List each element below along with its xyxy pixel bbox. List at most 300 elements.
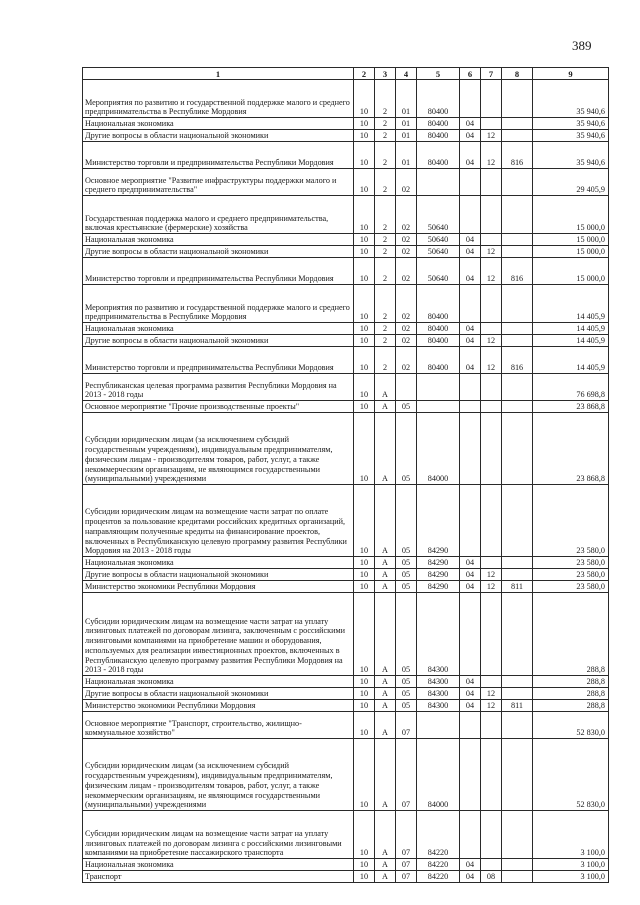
item-code-cell: 84000 xyxy=(417,413,460,485)
chapter-code-cell xyxy=(460,593,481,676)
amount-cell: 29 405,9 xyxy=(533,169,609,196)
amount-cell: 23 580,0 xyxy=(533,485,609,557)
amount-cell: 14 405,9 xyxy=(533,323,609,335)
ministry-code-cell xyxy=(502,811,533,859)
subprogram-code-cell: 05 xyxy=(396,676,417,688)
ministry-code-cell xyxy=(502,593,533,676)
ministry-code-cell: 816 xyxy=(502,142,533,169)
table-row xyxy=(83,323,609,335)
chapter-code-cell xyxy=(460,712,481,739)
subchapter-code-cell xyxy=(481,169,502,196)
amount-cell: 3 100,0 xyxy=(533,859,609,871)
ministry-code-cell: 811 xyxy=(502,581,533,593)
amount-cell: 15 000,0 xyxy=(533,246,609,258)
chapter-code-cell: 04 xyxy=(460,347,481,374)
row-name-cell: Транспорт xyxy=(83,871,354,883)
table-row xyxy=(83,712,609,739)
chapter-code-cell: 04 xyxy=(460,859,481,871)
table-row xyxy=(83,130,609,142)
amount-cell: 15 000,0 xyxy=(533,196,609,234)
row-name-cell: Мероприятия по развитию и государственной поддержке малого и среднего предпринимательства в Республике Мордовия xyxy=(83,285,354,323)
subchapter-code-cell xyxy=(481,557,502,569)
program-code-cell: А xyxy=(375,413,396,485)
chapter-code-cell: 04 xyxy=(460,130,481,142)
amount-cell: 52 830,0 xyxy=(533,712,609,739)
subchapter-code-cell xyxy=(481,712,502,739)
row-name-cell: Государственная поддержка малого и среднего предпринимательства, включая крестьянские (фермерские) хозяйства xyxy=(83,196,354,234)
subchapter-code-cell: 12 xyxy=(481,347,502,374)
column-header-8: 8 xyxy=(502,68,533,80)
amount-cell: 35 940,6 xyxy=(533,130,609,142)
item-code-cell: 84300 xyxy=(417,593,460,676)
subchapter-code-cell: 12 xyxy=(481,700,502,712)
program-code-cell: 2 xyxy=(375,118,396,130)
subprogram-code-cell: 02 xyxy=(396,323,417,335)
ministry-code-cell xyxy=(502,285,533,323)
section-code-cell: 10 xyxy=(354,688,375,700)
subchapter-code-cell xyxy=(481,196,502,234)
ministry-code-cell xyxy=(502,246,533,258)
program-code-cell: 2 xyxy=(375,335,396,347)
chapter-code-cell: 04 xyxy=(460,234,481,246)
ministry-code-cell xyxy=(502,401,533,413)
subchapter-code-cell xyxy=(481,285,502,323)
row-name-cell: Национальная экономика xyxy=(83,234,354,246)
table-row xyxy=(83,700,609,712)
subchapter-code-cell xyxy=(481,234,502,246)
item-code-cell: 80400 xyxy=(417,323,460,335)
program-code-cell: 2 xyxy=(375,258,396,285)
row-name-cell: Другие вопросы в области национальной экономики xyxy=(83,335,354,347)
row-name-cell: Национальная экономика xyxy=(83,118,354,130)
subchapter-code-cell: 12 xyxy=(481,581,502,593)
item-code-cell: 84290 xyxy=(417,485,460,557)
chapter-code-cell: 04 xyxy=(460,118,481,130)
column-header-6: 6 xyxy=(460,68,481,80)
subprogram-code-cell: 02 xyxy=(396,335,417,347)
budget-table xyxy=(82,67,609,883)
row-name-cell: Министерство экономики Республики Мордовия xyxy=(83,700,354,712)
subchapter-code-cell xyxy=(481,413,502,485)
row-name-cell: Другие вопросы в области национальной экономики xyxy=(83,130,354,142)
item-code-cell: 80400 xyxy=(417,335,460,347)
amount-cell: 288,8 xyxy=(533,700,609,712)
row-name-cell: Национальная экономика xyxy=(83,859,354,871)
section-code-cell: 10 xyxy=(354,739,375,811)
chapter-code-cell xyxy=(460,169,481,196)
section-code-cell: 10 xyxy=(354,557,375,569)
section-code-cell: 10 xyxy=(354,871,375,883)
program-code-cell: А xyxy=(375,557,396,569)
row-name-cell: Мероприятия по развитию и государственной поддержке малого и среднего предпринимательства в Республике Мордовия xyxy=(83,80,354,118)
subprogram-code-cell: 07 xyxy=(396,739,417,811)
section-code-cell: 10 xyxy=(354,859,375,871)
table-row xyxy=(83,593,609,676)
item-code-cell: 84290 xyxy=(417,569,460,581)
chapter-code-cell: 04 xyxy=(460,581,481,593)
row-name-cell: Субсидии юридическим лицам на возмещение части затрат на уплату лизинговых платежей по договорам лизинга, заключенным с российскими лизинговыми компаниями на приобретение машин и оборудования, используемых для реализации инвестиционных проектов, включенных в Республиканскую целевую программу развития Республики Мордовия на 2013 - 2018 годы xyxy=(83,593,354,676)
subchapter-code-cell xyxy=(481,80,502,118)
chapter-code-cell: 04 xyxy=(460,569,481,581)
column-header-2: 2 xyxy=(354,68,375,80)
program-code-cell: 2 xyxy=(375,80,396,118)
section-code-cell: 10 xyxy=(354,374,375,401)
ministry-code-cell xyxy=(502,688,533,700)
program-code-cell: 2 xyxy=(375,323,396,335)
chapter-code-cell xyxy=(460,413,481,485)
amount-cell: 35 940,6 xyxy=(533,118,609,130)
program-code-cell: 2 xyxy=(375,246,396,258)
subprogram-code-cell: 05 xyxy=(396,413,417,485)
subchapter-code-cell xyxy=(481,118,502,130)
ministry-code-cell xyxy=(502,335,533,347)
subprogram-code-cell: 02 xyxy=(396,234,417,246)
ministry-code-cell xyxy=(502,118,533,130)
subprogram-code-cell: 05 xyxy=(396,557,417,569)
item-code-cell: 80400 xyxy=(417,142,460,169)
subprogram-code-cell: 02 xyxy=(396,258,417,285)
row-name-cell: Субсидии юридическим лицам на возмещение части затрат на уплату лизинговых платежей по договорам лизинга с российскими лизинговыми компаниями на приобретение пассажирского транспорта xyxy=(83,811,354,859)
amount-cell: 23 580,0 xyxy=(533,557,609,569)
subprogram-code-cell: 02 xyxy=(396,169,417,196)
chapter-code-cell: 04 xyxy=(460,335,481,347)
row-name-cell: Министерство торговли и предпринимательства Республики Мордовия xyxy=(83,347,354,374)
section-code-cell: 10 xyxy=(354,401,375,413)
section-code-cell: 10 xyxy=(354,413,375,485)
subprogram-code-cell: 05 xyxy=(396,569,417,581)
chapter-code-cell: 04 xyxy=(460,258,481,285)
subprogram-code-cell: 07 xyxy=(396,871,417,883)
subchapter-code-cell xyxy=(481,593,502,676)
ministry-code-cell xyxy=(502,234,533,246)
section-code-cell: 10 xyxy=(354,258,375,285)
chapter-code-cell: 04 xyxy=(460,871,481,883)
chapter-code-cell: 04 xyxy=(460,700,481,712)
item-code-cell: 80400 xyxy=(417,285,460,323)
chapter-code-cell xyxy=(460,285,481,323)
item-code-cell: 84300 xyxy=(417,676,460,688)
chapter-code-cell xyxy=(460,811,481,859)
table-row xyxy=(83,196,609,234)
section-code-cell: 10 xyxy=(354,335,375,347)
page-number: 389 xyxy=(572,38,592,53)
amount-cell: 76 698,8 xyxy=(533,374,609,401)
ministry-code-cell xyxy=(502,569,533,581)
subchapter-code-cell: 12 xyxy=(481,258,502,285)
amount-cell: 288,8 xyxy=(533,688,609,700)
item-code-cell xyxy=(417,374,460,401)
subprogram-code-cell: 01 xyxy=(396,80,417,118)
table-row xyxy=(83,347,609,374)
section-code-cell: 10 xyxy=(354,347,375,374)
item-code-cell: 84290 xyxy=(417,581,460,593)
column-header-1: 1 xyxy=(83,68,354,80)
ministry-code-cell xyxy=(502,557,533,569)
program-code-cell: А xyxy=(375,401,396,413)
item-code-cell: 84300 xyxy=(417,700,460,712)
subchapter-code-cell xyxy=(481,676,502,688)
ministry-code-cell xyxy=(502,374,533,401)
subprogram-code-cell: 01 xyxy=(396,130,417,142)
chapter-code-cell: 04 xyxy=(460,142,481,169)
row-name-cell: Субсидии юридическим лицам (за исключением субсидий государственным учреждениям), индивидуальным предпринимателям, физическим лицам - производителям товаров, работ, услуг, а также некоммерческим организациям, не являющимся государственными (муниципальными) учреждениями xyxy=(83,739,354,811)
section-code-cell: 10 xyxy=(354,80,375,118)
row-name-cell: Субсидии юридическим лицам (за исключением субсидий государственным учреждениям), индивидуальным предпринимателям, физическим лицам - производителям товаров, работ, услуг, а также некоммерческим организациям, не являющимся государственными (муниципальными) учреждениями xyxy=(83,413,354,485)
item-code-cell: 50640 xyxy=(417,234,460,246)
program-code-cell: А xyxy=(375,485,396,557)
amount-cell: 23 868,8 xyxy=(533,413,609,485)
section-code-cell: 10 xyxy=(354,485,375,557)
table-row xyxy=(83,871,609,883)
ministry-code-cell xyxy=(502,712,533,739)
column-header-9: 9 xyxy=(533,68,609,80)
chapter-code-cell xyxy=(460,374,481,401)
section-code-cell: 10 xyxy=(354,169,375,196)
column-header-7: 7 xyxy=(481,68,502,80)
chapter-code-cell xyxy=(460,739,481,811)
program-code-cell: 2 xyxy=(375,347,396,374)
row-name-cell: Национальная экономика xyxy=(83,557,354,569)
row-name-cell: Другие вопросы в области национальной экономики xyxy=(83,569,354,581)
table-row xyxy=(83,118,609,130)
section-code-cell: 10 xyxy=(354,285,375,323)
item-code-cell: 84300 xyxy=(417,688,460,700)
ministry-code-cell xyxy=(502,485,533,557)
section-code-cell: 10 xyxy=(354,700,375,712)
program-code-cell: А xyxy=(375,700,396,712)
table-row xyxy=(83,485,609,557)
section-code-cell: 10 xyxy=(354,569,375,581)
table-row xyxy=(83,234,609,246)
row-name-cell: Министерство экономики Республики Мордовия xyxy=(83,581,354,593)
subprogram-code-cell: 05 xyxy=(396,700,417,712)
subprogram-code-cell: 05 xyxy=(396,401,417,413)
subprogram-code-cell xyxy=(396,374,417,401)
subprogram-code-cell: 07 xyxy=(396,811,417,859)
program-code-cell: 2 xyxy=(375,130,396,142)
row-name-cell: Национальная экономика xyxy=(83,323,354,335)
subprogram-code-cell: 05 xyxy=(396,593,417,676)
column-header-5: 5 xyxy=(417,68,460,80)
table-row xyxy=(83,688,609,700)
subchapter-code-cell xyxy=(481,811,502,859)
table-row xyxy=(83,335,609,347)
amount-cell: 3 100,0 xyxy=(533,811,609,859)
chapter-code-cell: 04 xyxy=(460,557,481,569)
amount-cell: 23 580,0 xyxy=(533,581,609,593)
table-row xyxy=(83,142,609,169)
chapter-code-cell: 04 xyxy=(460,676,481,688)
item-code-cell xyxy=(417,401,460,413)
program-code-cell: А xyxy=(375,676,396,688)
subprogram-code-cell: 02 xyxy=(396,285,417,323)
ministry-code-cell xyxy=(502,196,533,234)
item-code-cell xyxy=(417,712,460,739)
section-code-cell: 10 xyxy=(354,593,375,676)
section-code-cell: 10 xyxy=(354,712,375,739)
subprogram-code-cell: 05 xyxy=(396,485,417,557)
amount-cell: 35 940,6 xyxy=(533,142,609,169)
table-row xyxy=(83,401,609,413)
table-row xyxy=(83,811,609,859)
chapter-code-cell: 04 xyxy=(460,688,481,700)
section-code-cell: 10 xyxy=(354,234,375,246)
program-code-cell: А xyxy=(375,569,396,581)
table-row xyxy=(83,676,609,688)
program-code-cell: А xyxy=(375,688,396,700)
table-row xyxy=(83,169,609,196)
subchapter-code-cell xyxy=(481,374,502,401)
program-code-cell: А xyxy=(375,712,396,739)
subchapter-code-cell xyxy=(481,859,502,871)
program-code-cell: 2 xyxy=(375,169,396,196)
row-name-cell: Национальная экономика xyxy=(83,676,354,688)
amount-cell: 35 940,6 xyxy=(533,80,609,118)
table-row xyxy=(83,413,609,485)
subprogram-code-cell: 02 xyxy=(396,196,417,234)
ministry-code-cell xyxy=(502,323,533,335)
table-row xyxy=(83,258,609,285)
column-header-4: 4 xyxy=(396,68,417,80)
section-code-cell: 10 xyxy=(354,196,375,234)
program-code-cell: А xyxy=(375,871,396,883)
row-name-cell: Основное мероприятие "Транспорт, строительство, жилищно-коммунальное хозяйство" xyxy=(83,712,354,739)
ministry-code-cell: 816 xyxy=(502,258,533,285)
subchapter-code-cell xyxy=(481,401,502,413)
row-name-cell: Основное мероприятие "Прочие производственные проекты" xyxy=(83,401,354,413)
ministry-code-cell xyxy=(502,859,533,871)
amount-cell: 14 405,9 xyxy=(533,347,609,374)
program-code-cell: А xyxy=(375,859,396,871)
program-code-cell: А xyxy=(375,593,396,676)
table-row xyxy=(83,285,609,323)
item-code-cell: 84220 xyxy=(417,859,460,871)
chapter-code-cell xyxy=(460,80,481,118)
subchapter-code-cell xyxy=(481,485,502,557)
ministry-code-cell xyxy=(502,676,533,688)
amount-cell: 3 100,0 xyxy=(533,871,609,883)
subprogram-code-cell: 01 xyxy=(396,142,417,169)
table-row xyxy=(83,374,609,401)
subprogram-code-cell: 02 xyxy=(396,347,417,374)
program-code-cell: А xyxy=(375,811,396,859)
section-code-cell: 10 xyxy=(354,323,375,335)
subchapter-code-cell: 12 xyxy=(481,569,502,581)
table-row xyxy=(83,80,609,118)
table-header-row xyxy=(83,68,609,80)
program-code-cell: 2 xyxy=(375,234,396,246)
section-code-cell: 10 xyxy=(354,246,375,258)
ministry-code-cell xyxy=(502,739,533,811)
amount-cell: 23 868,8 xyxy=(533,401,609,413)
section-code-cell: 10 xyxy=(354,118,375,130)
subprogram-code-cell: 05 xyxy=(396,581,417,593)
item-code-cell: 80400 xyxy=(417,130,460,142)
table-row xyxy=(83,739,609,811)
program-code-cell: А xyxy=(375,374,396,401)
item-code-cell: 50640 xyxy=(417,246,460,258)
ministry-code-cell xyxy=(502,80,533,118)
row-name-cell: Другие вопросы в области национальной экономики xyxy=(83,688,354,700)
row-name-cell: Министерство торговли и предпринимательства Республики Мордовия xyxy=(83,142,354,169)
chapter-code-cell: 04 xyxy=(460,323,481,335)
subchapter-code-cell xyxy=(481,739,502,811)
amount-cell: 23 580,0 xyxy=(533,569,609,581)
subchapter-code-cell: 12 xyxy=(481,246,502,258)
program-code-cell: 2 xyxy=(375,285,396,323)
ministry-code-cell: 811 xyxy=(502,700,533,712)
row-name-cell: Министерство торговли и предпринимательства Республики Мордовия xyxy=(83,258,354,285)
row-name-cell: Основное мероприятие "Развитие инфраструктуры поддержки малого и среднего предпринимательства" xyxy=(83,169,354,196)
ministry-code-cell xyxy=(502,413,533,485)
subprogram-code-cell: 07 xyxy=(396,712,417,739)
chapter-code-cell xyxy=(460,196,481,234)
amount-cell: 14 405,9 xyxy=(533,335,609,347)
item-code-cell: 80400 xyxy=(417,347,460,374)
subchapter-code-cell: 12 xyxy=(481,130,502,142)
table-row xyxy=(83,581,609,593)
amount-cell: 52 830,0 xyxy=(533,739,609,811)
item-code-cell: 50640 xyxy=(417,258,460,285)
subchapter-code-cell: 12 xyxy=(481,688,502,700)
amount-cell: 288,8 xyxy=(533,676,609,688)
chapter-code-cell xyxy=(460,485,481,557)
item-code-cell: 84220 xyxy=(417,871,460,883)
amount-cell: 288,8 xyxy=(533,593,609,676)
section-code-cell: 10 xyxy=(354,581,375,593)
chapter-code-cell xyxy=(460,401,481,413)
ministry-code-cell xyxy=(502,130,533,142)
ministry-code-cell: 816 xyxy=(502,347,533,374)
ministry-code-cell xyxy=(502,871,533,883)
program-code-cell: 2 xyxy=(375,196,396,234)
item-code-cell xyxy=(417,169,460,196)
subprogram-code-cell: 05 xyxy=(396,688,417,700)
amount-cell: 15 000,0 xyxy=(533,258,609,285)
table-row xyxy=(83,569,609,581)
row-name-cell: Другие вопросы в области национальной экономики xyxy=(83,246,354,258)
item-code-cell: 80400 xyxy=(417,80,460,118)
item-code-cell: 84290 xyxy=(417,557,460,569)
item-code-cell: 84000 xyxy=(417,739,460,811)
item-code-cell: 50640 xyxy=(417,196,460,234)
table-row xyxy=(83,557,609,569)
table-row xyxy=(83,246,609,258)
item-code-cell: 84220 xyxy=(417,811,460,859)
amount-cell: 15 000,0 xyxy=(533,234,609,246)
subchapter-code-cell xyxy=(481,323,502,335)
table-row xyxy=(83,859,609,871)
program-code-cell: 2 xyxy=(375,142,396,169)
subprogram-code-cell: 01 xyxy=(396,118,417,130)
subchapter-code-cell: 12 xyxy=(481,142,502,169)
section-code-cell: 10 xyxy=(354,142,375,169)
program-code-cell: А xyxy=(375,739,396,811)
row-name-cell: Субсидии юридическим лицам на возмещение части затрат по оплате процентов за пользование кредитами российских кредитных организаций, направляющим полученные кредиты на финансирование проектов, включенных в Республиканскую целевую программу развития Республики Мордовия на 2013 - 2018 годы xyxy=(83,485,354,557)
subchapter-code-cell: 08 xyxy=(481,871,502,883)
subprogram-code-cell: 07 xyxy=(396,859,417,871)
subchapter-code-cell: 12 xyxy=(481,335,502,347)
section-code-cell: 10 xyxy=(354,130,375,142)
section-code-cell: 10 xyxy=(354,811,375,859)
chapter-code-cell: 04 xyxy=(460,246,481,258)
amount-cell: 14 405,9 xyxy=(533,285,609,323)
column-header-3: 3 xyxy=(375,68,396,80)
ministry-code-cell xyxy=(502,169,533,196)
row-name-cell: Республиканская целевая программа развития Республики Мордовия на 2013 - 2018 годы xyxy=(83,374,354,401)
table-body xyxy=(83,80,609,883)
subprogram-code-cell: 02 xyxy=(396,246,417,258)
